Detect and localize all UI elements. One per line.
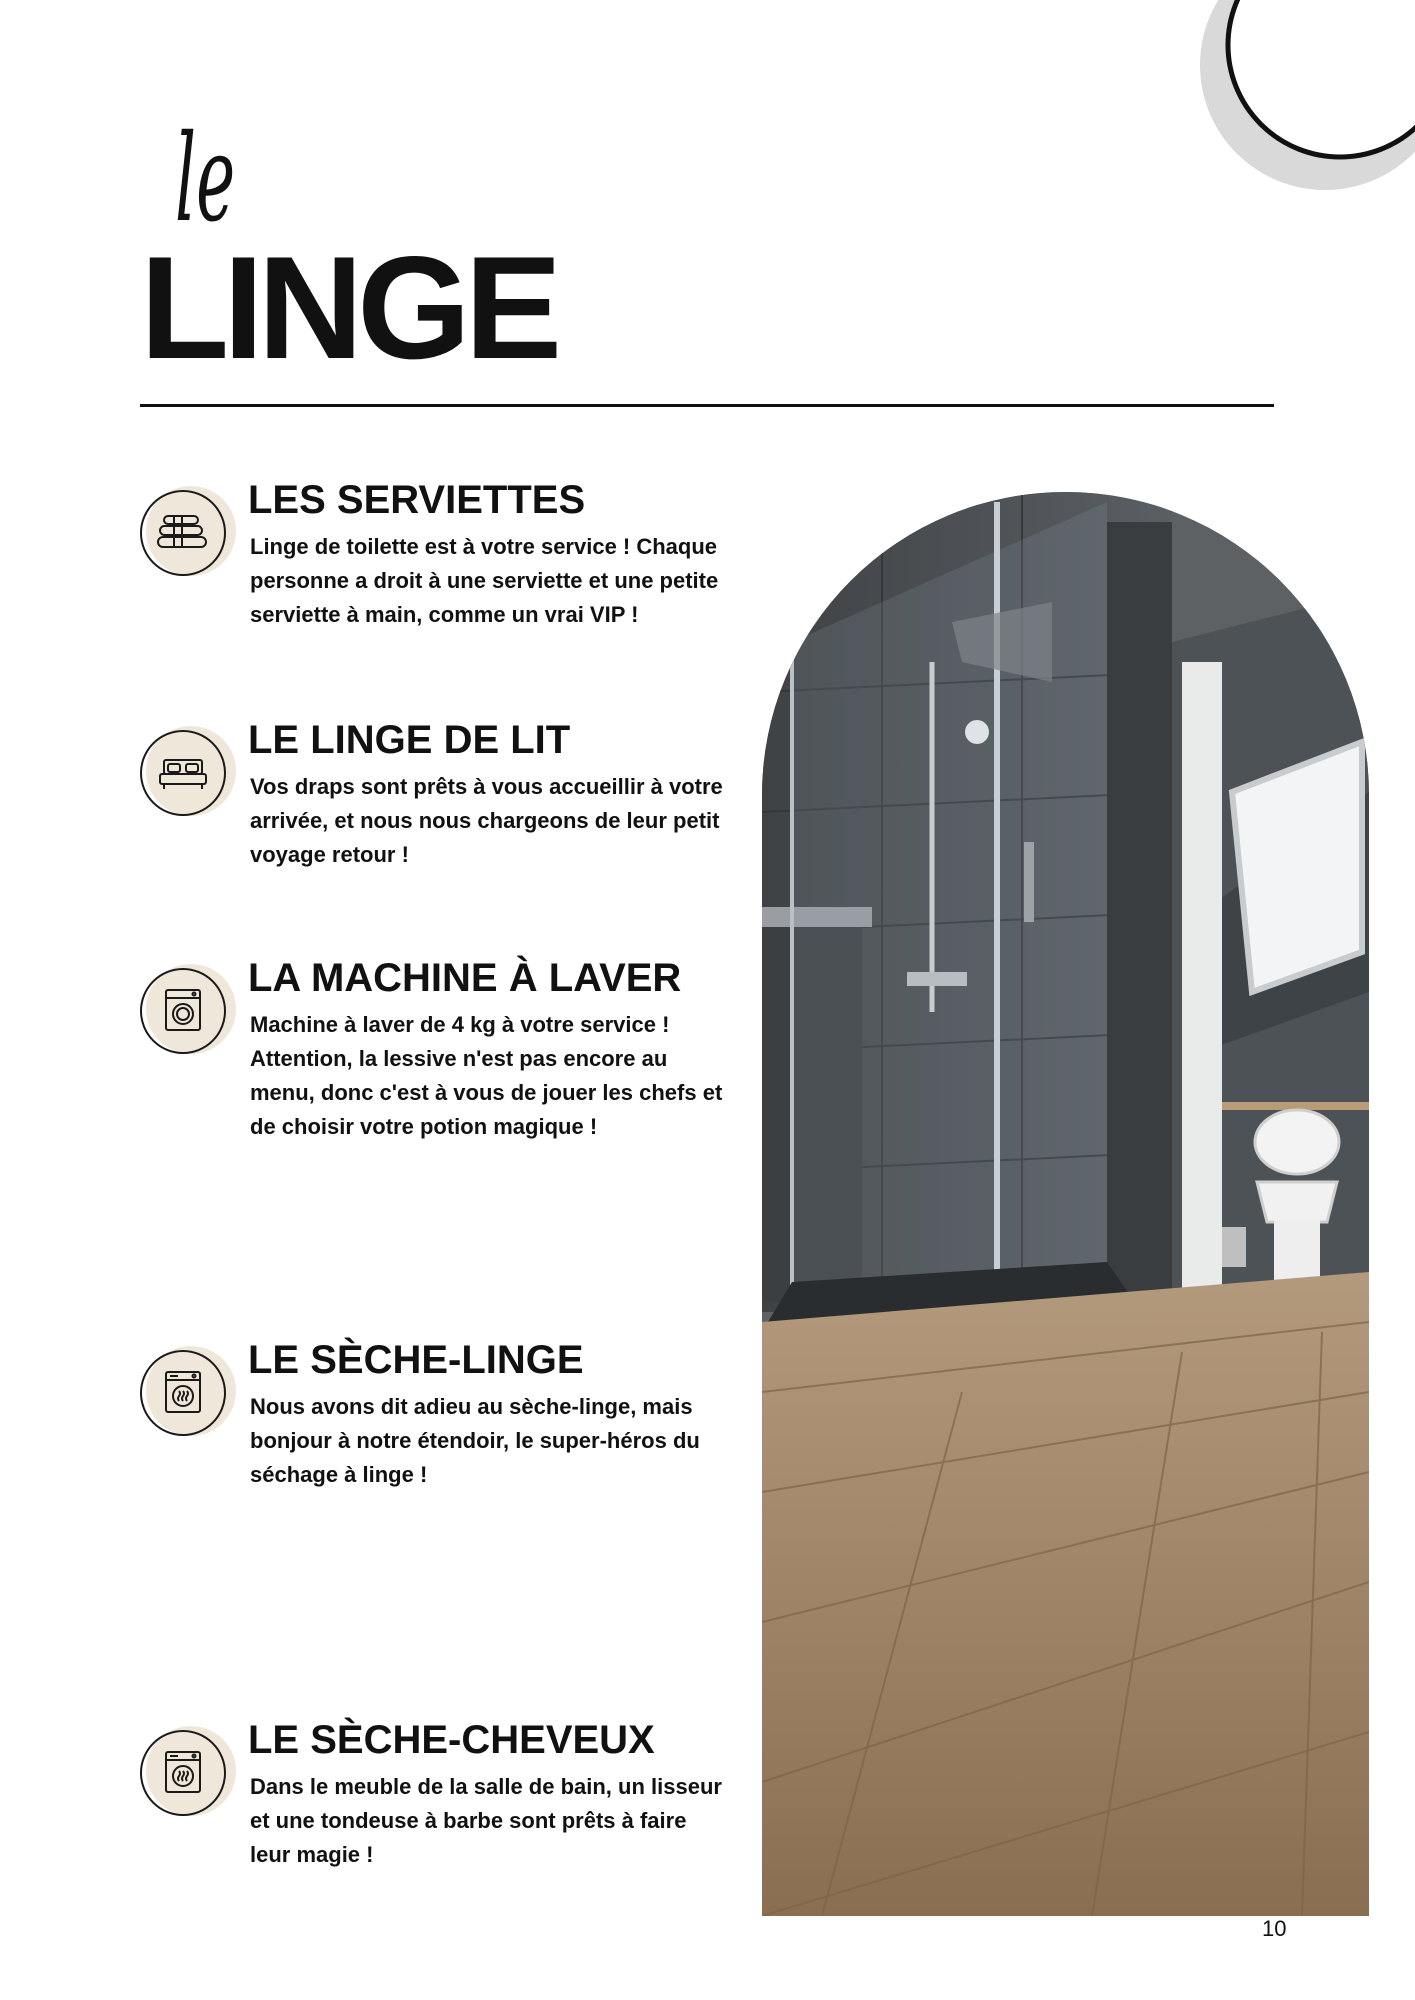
section-text: Dans le meuble de la salle de bain, un lisseur et une tondeuse à barbe sont prêts à faire leur magie ! <box>250 1774 722 1867</box>
section-title: LE SÈCHE-LINGE <box>248 1338 584 1382</box>
dryer-icon <box>152 1742 214 1804</box>
section-text: Linge de toilette est à votre service ! Chaque personne a droit à une serviette et une petite serviette à main, comme un vrai VIP ! <box>250 534 719 627</box>
section-title: LA MACHINE À LAVER <box>248 956 682 1000</box>
washing-machine-icon <box>152 980 214 1042</box>
dryer-icon <box>152 1362 214 1424</box>
bathroom-photo <box>762 492 1369 1916</box>
section-icon <box>140 726 234 820</box>
towels-icon <box>152 502 214 564</box>
bed-icon <box>152 742 214 804</box>
decorative-circles <box>1180 0 1415 220</box>
section-icon <box>140 1726 234 1820</box>
section-title: LE SÈCHE-CHEVEUX <box>248 1718 655 1762</box>
section-text: Nous avons dit adieu au sèche-linge, mais bonjour à notre étendoir, le super-héros du séchage à linge ! <box>250 1394 700 1487</box>
page-number: 10 <box>1262 1916 1287 1941</box>
divider <box>140 404 1274 407</box>
page-title: LINGE <box>140 226 557 389</box>
section-title: LE LINGE DE LIT <box>248 718 571 762</box>
section-text: Machine à laver de 4 kg à votre service ! Attention, la lessive n'est pas encore au menu, donc c'est à vous de jouer les chefs et de choisir votre potion magique ! <box>250 1012 723 1139</box>
section-icon <box>140 486 234 580</box>
section-icon <box>140 964 234 1058</box>
section-icon <box>140 1346 234 1440</box>
section-title: LES SERVIETTES <box>248 478 586 522</box>
section-text: Vos draps sont prêts à vous accueillir à votre arrivée, et nous nous chargeons de leur petit voyage retour ! <box>250 774 723 867</box>
page-title-script: le <box>175 110 236 249</box>
